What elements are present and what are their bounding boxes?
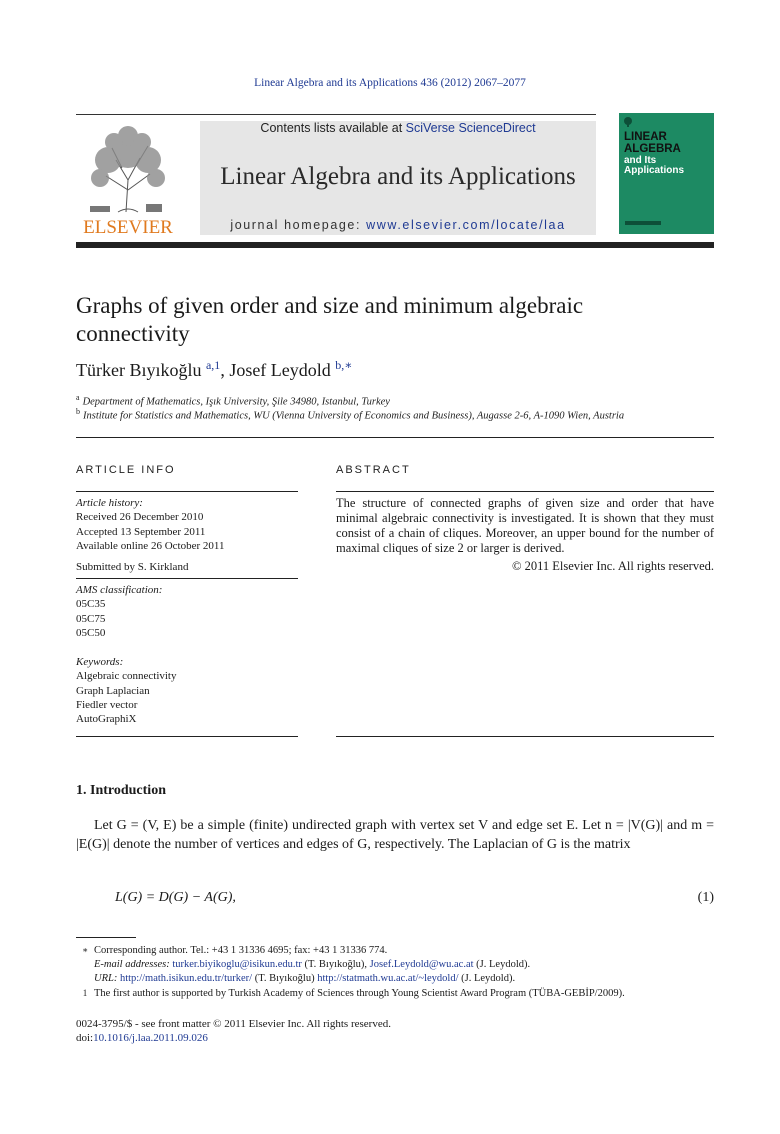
- equation-number: (1): [697, 890, 714, 905]
- cover-subtitle-line: Applications: [624, 165, 685, 176]
- cover-title: [624, 132, 681, 155]
- affiliation-text: Department of Mathematics, Işık University, Şile 34980, Istanbul, Turkey: [82, 396, 390, 408]
- doi-link[interactable]: 10.1016/j.laa.2011.09.026: [93, 1032, 208, 1044]
- divider: [76, 491, 298, 492]
- tree-icon: [76, 120, 180, 238]
- footnote-1: [76, 988, 625, 999]
- abstract-heading: ABSTRACT: [336, 464, 411, 476]
- url-label: URL:: [94, 973, 120, 984]
- email-link-1[interactable]: turker.biyikoglu@isikun.edu.tr: [172, 959, 302, 970]
- section-heading: 1. Introduction: [76, 783, 166, 798]
- doi-line: [76, 1032, 208, 1044]
- contents-line: [200, 121, 596, 135]
- header-thick-rule: [76, 242, 714, 248]
- author-1: Türker Bıyıkoğlu: [76, 360, 202, 380]
- submitted-by: Submitted by S. Kirkland: [76, 561, 189, 573]
- divider: [76, 736, 298, 737]
- email-label: E-mail addresses:: [94, 959, 173, 970]
- homepage-line: [200, 218, 596, 232]
- footnote-text: Corresponding author. Tel.: +43 1 31336 4695; fax: +43 1 31336 774.: [94, 945, 388, 956]
- keywords: [76, 655, 177, 726]
- footnote-mark: ∗: [81, 945, 89, 955]
- cover-subtitle-line: and Its: [624, 155, 657, 166]
- email-owner-1: (T. Bıyıkoğlu),: [301, 959, 370, 970]
- author-line: [76, 360, 352, 381]
- equation: L(G) = D(G) − A(G),: [115, 890, 236, 905]
- footnote-urls: [76, 973, 515, 984]
- journal-title: Linear Algebra and its Applications: [220, 163, 576, 190]
- history-item: Accepted 13 September 2011: [76, 525, 206, 538]
- author-2-affiliation-link[interactable]: b,∗: [335, 358, 353, 372]
- journal-citation[interactable]: Linear Algebra and its Applications 436 (2012) 2067–2077: [254, 77, 526, 89]
- keyword: Graph Laplacian: [76, 684, 150, 697]
- affiliation-mark: a: [76, 393, 80, 402]
- cover-title-line: LINEAR: [624, 131, 667, 143]
- divider: [336, 491, 714, 492]
- footnote-text: The first author is supported by Turkish Academy of Sciences through Young Scientist Award Program (TÜBA-GEBİP/2009).: [94, 988, 625, 999]
- journal-cover: [619, 113, 714, 234]
- cover-subtitle: [624, 156, 684, 176]
- ams-code: 05C35: [76, 598, 106, 611]
- contents-prefix: Contents lists available at: [260, 121, 406, 135]
- email-link-2[interactable]: Josef.Leydold@wu.ac.at: [369, 959, 474, 970]
- issn-line: 0024-3795/$ - see front matter © 2011 Elsevier Inc. All rights reserved.: [76, 1018, 391, 1030]
- affiliation-text: Institute for Statistics and Mathematics, WU (Vienna University of Economics and Business), Augasse 2-6, A-1090 Wien, Austria: [83, 410, 625, 422]
- history-item: Available online 26 October 2011: [76, 539, 225, 552]
- article-info-heading: ARTICLE INFO: [76, 464, 176, 476]
- email-owner-2: (J. Leydold).: [473, 959, 531, 970]
- footnote-mark: 1: [82, 988, 88, 998]
- keywords-label: Keywords:: [76, 656, 124, 668]
- abstract-text: The structure of connected graphs of given size and order that have minimal algebraic connectivity is investigated. It is shown that they must consist of a chain of cliques. Moreover, an upper bound for the number of maximal cliques of size 2 or larger is derived.: [336, 496, 714, 555]
- ams-code: 05C75: [76, 612, 106, 625]
- header-rule: [76, 114, 596, 115]
- affiliation: [76, 393, 390, 408]
- footnote-rule: [76, 937, 136, 938]
- copyright: © 2011 Elsevier Inc. All rights reserved.: [511, 559, 714, 573]
- footnote-emails: [76, 959, 530, 970]
- ams-code: 05C50: [76, 626, 106, 639]
- divider: [336, 736, 714, 737]
- url-owner-1: (T. Bıyıkoğlu): [252, 973, 318, 984]
- article-history: [76, 496, 224, 553]
- history-item: Received 26 December 2010: [76, 511, 204, 524]
- homepage-prefix: journal homepage:: [230, 218, 367, 232]
- cover-title-line: ALGEBRA: [624, 142, 681, 155]
- doi-prefix: doi:: [76, 1032, 94, 1044]
- affiliation-mark: b: [76, 407, 80, 416]
- intro-text: Let G = (V, E) be a simple (finite) undirected graph with vertex set V and edge set E. Let n = |V(G)| and m = |E(G)| denote the number of vertices and edges of G, respectively. The Laplacian of G is the matrix: [76, 818, 714, 852]
- author-separator: ,: [220, 360, 230, 380]
- intro-paragraph: [76, 816, 714, 854]
- homepage-link[interactable]: www.elsevier.com/locate/laa: [366, 218, 566, 232]
- author-1-affiliation-link[interactable]: a,1: [205, 358, 221, 372]
- history-label: Article history:: [76, 497, 143, 509]
- url-link-2[interactable]: http://statmath.wu.ac.at/~leydold/: [317, 973, 459, 984]
- author-2: Josef Leydold: [229, 360, 331, 380]
- sciencedirect-link[interactable]: SciVerse ScienceDirect: [405, 121, 536, 135]
- keyword: AutoGraphiX: [76, 713, 137, 726]
- url-link-1[interactable]: http://math.isikun.edu.tr/turker/: [119, 973, 253, 984]
- divider: [76, 437, 714, 438]
- article-title: Graphs of given order and size and minimum algebraic connectivity: [76, 293, 584, 346]
- journal-banner: [200, 121, 596, 235]
- ams-label: AMS classification:: [76, 584, 163, 596]
- elsevier-logo: [76, 120, 180, 238]
- cover-bar: [625, 221, 661, 225]
- footnote-corresponding: [76, 945, 387, 956]
- elsevier-wordmark: ELSEVIER: [83, 217, 173, 238]
- keyword: Fiedler vector: [76, 698, 138, 711]
- url-owner-2: (J. Leydold).: [458, 973, 516, 984]
- cover-tree-icon: [623, 117, 633, 127]
- divider: [76, 578, 298, 579]
- keyword: Algebraic connectivity: [76, 670, 177, 683]
- affiliation: [76, 407, 624, 422]
- ams-classification: [76, 583, 162, 640]
